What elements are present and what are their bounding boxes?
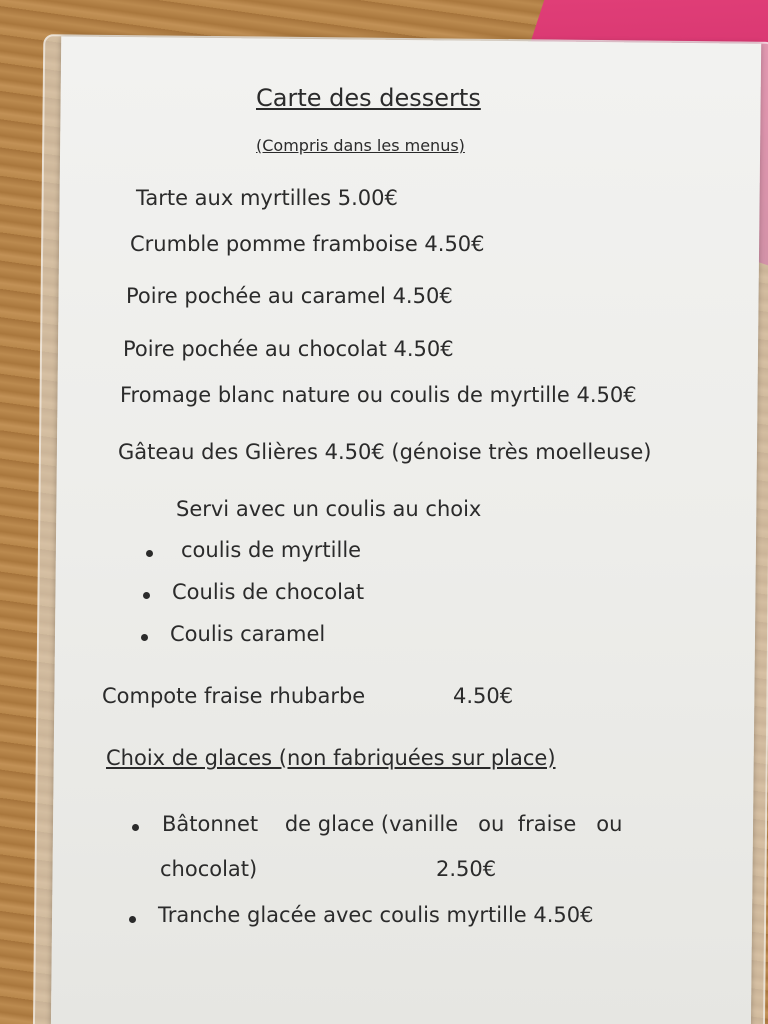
- menu-item-tarte: Tarte aux myrtilles 5.00€: [136, 186, 398, 210]
- menu-item-poire-chocolat: Poire pochée au chocolat 4.50€: [123, 337, 454, 361]
- glace-batonnet-line1: Bâtonnet de glace (vanille ou fraise ou: [162, 812, 623, 836]
- bullet-icon: [141, 634, 148, 641]
- menu-subtitle: (Compris dans les menus): [256, 136, 465, 155]
- menu-title: Carte des desserts: [256, 84, 481, 112]
- bullet-icon: [132, 824, 139, 831]
- menu-item-poire-caramel: Poire pochée au caramel 4.50€: [126, 284, 453, 308]
- glace-batonnet-line2: chocolat): [160, 857, 258, 881]
- menu-item-crumble: Crumble pomme framboise 4.50€: [130, 232, 485, 256]
- coulis-intro: Servi avec un coulis au choix: [176, 497, 482, 521]
- compote-name: Compote fraise rhubarbe: [102, 684, 366, 708]
- glace-batonnet-price: 2.50€: [436, 857, 497, 881]
- glaces-title: Choix de glaces (non fabriquées sur place): [106, 746, 556, 770]
- menu-paper: [51, 36, 761, 1024]
- menu-item-fromage-blanc: Fromage blanc nature ou coulis de myrtille 4.50€: [120, 383, 637, 407]
- coulis-option: coulis de myrtille: [181, 538, 362, 562]
- coulis-option: Coulis caramel: [170, 622, 326, 646]
- bullet-icon: [143, 592, 150, 599]
- bullet-icon: [146, 550, 153, 557]
- menu-item-gateau: Gâteau des Glières 4.50€ (génoise très moelleuse): [118, 440, 652, 464]
- coulis-option: Coulis de chocolat: [172, 580, 365, 604]
- compote-price: 4.50€: [453, 684, 514, 708]
- glace-tranche: Tranche glacée avec coulis myrtille 4.50€: [158, 903, 594, 927]
- bullet-icon: [129, 916, 136, 923]
